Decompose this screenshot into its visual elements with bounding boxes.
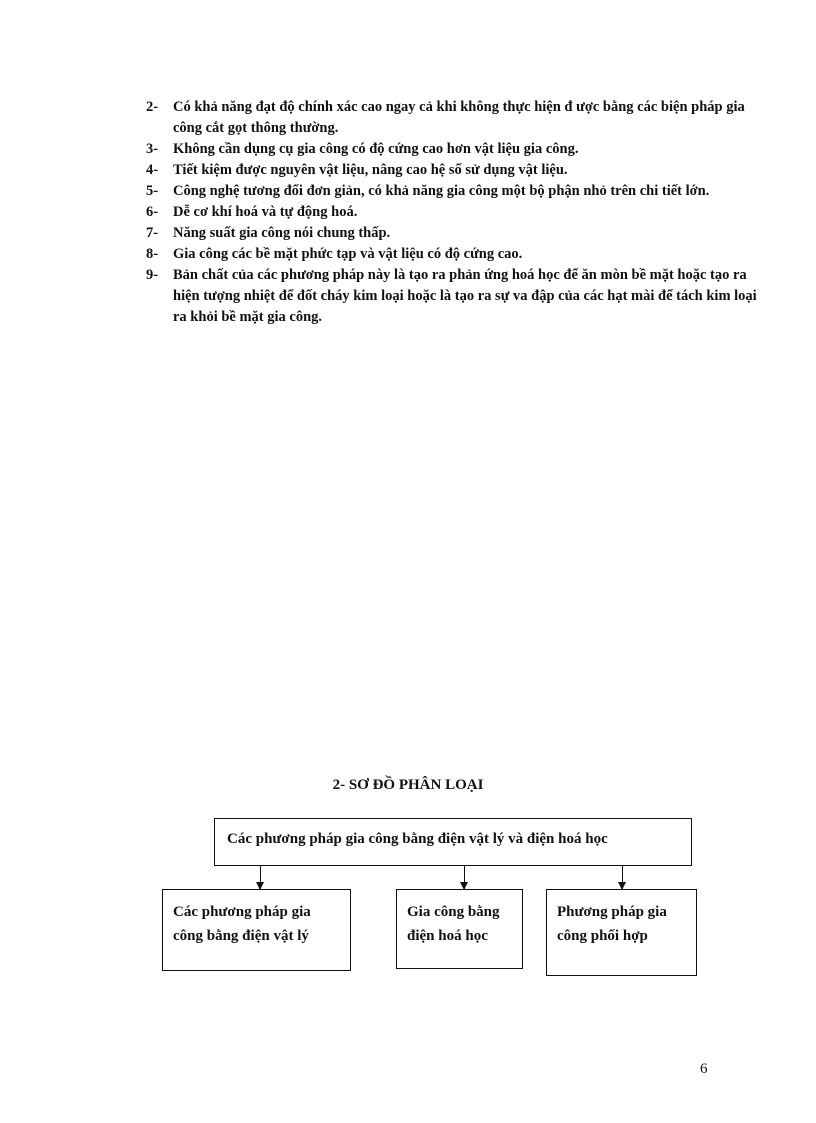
arrow-down-icon <box>622 866 623 889</box>
list-item-text: Gia công các bề mặt phức tạp và vật liệu có độ cứng cao. <box>173 246 523 262</box>
list-item-number: 7- <box>146 225 159 241</box>
list-item <box>146 202 766 223</box>
list-item-number: 6- <box>146 204 159 220</box>
list-item <box>146 160 766 181</box>
list-item <box>146 265 766 328</box>
diagram-child-box-electrochemical: Gia công bằng điện hoá học <box>396 889 523 969</box>
list-item-number: 2- <box>146 99 159 115</box>
list-item-text: Bản chất của các phương pháp này là tạo ra phản ứng hoá học để ăn mòn bề mặt hoặc tạo ra hiện tượng nhiệt để đốt cháy kim loại hoặc là tạo ra sự va đập của các hạt mài để tách kim loại ra khỏi bề mặt gia công. <box>173 267 757 325</box>
list-item-text: Năng suất gia công nói chung thấp. <box>173 225 391 241</box>
section-title: 2- SƠ ĐỒ PHÂN LOẠI <box>332 777 484 793</box>
arrow-down-icon <box>260 866 261 889</box>
page-number: 6 <box>700 1061 708 1077</box>
list-item-number: 3- <box>146 141 159 157</box>
list-item <box>146 139 766 160</box>
list-item <box>146 97 766 139</box>
list-item-text: Không cần dụng cụ gia công có độ cứng cao hơn vật liệu gia công. <box>173 141 579 157</box>
list-item-number: 9- <box>146 267 159 283</box>
list-item-number: 4- <box>146 162 159 178</box>
list-item-text: Công nghệ tương đối đơn giản, có khả năng gia công một bộ phận nhỏ trên chi tiết lớn. <box>173 183 710 199</box>
list-item <box>146 181 766 202</box>
list-item-text: Tiết kiệm được nguyên vật liệu, nâng cao hệ số sử dụng vật liệu. <box>173 162 568 178</box>
diagram-root-box: Các phương pháp gia công bằng điện vật lý và điện hoá học <box>214 818 692 866</box>
list-item <box>146 244 766 265</box>
list-item <box>146 223 766 244</box>
list-item-number: 8- <box>146 246 159 262</box>
arrow-down-icon <box>464 866 465 889</box>
diagram-child-box-physical: Các phương pháp gia công bằng điện vật lý <box>162 889 351 971</box>
feature-list <box>146 97 766 328</box>
list-item-text: Dễ cơ khí hoá và tự động hoá. <box>173 204 358 220</box>
diagram-child-box-combined: Phương pháp gia công phối hợp <box>546 889 697 976</box>
list-item-number: 5- <box>146 183 159 199</box>
list-item-text: Có khả năng đạt độ chính xác cao ngay cả khi không thực hiện đ ược bằng các biện pháp gia công cắt gọt thông thường. <box>173 99 745 136</box>
